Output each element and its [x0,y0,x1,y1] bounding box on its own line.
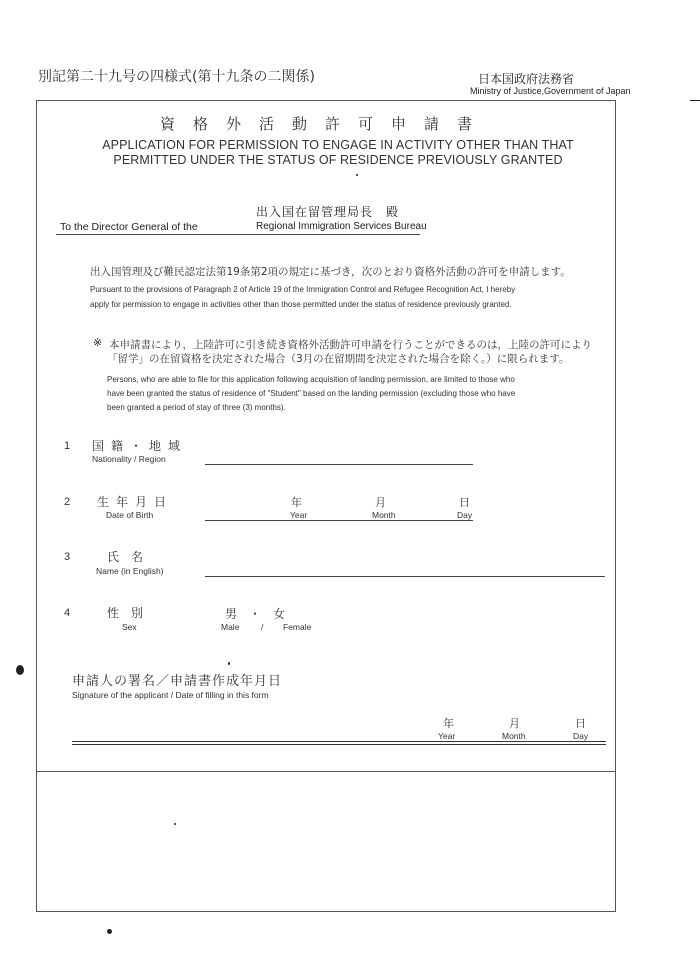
signature-day-en: Day [573,731,589,741]
field-number-2: 2 [64,496,71,508]
note-text-jp-line2: 「留学」の在留資格を決定された場合（3月の在留期間を決定された場合を除く。）に限られます。 [107,353,570,365]
field-number-3: 3 [64,551,71,563]
form-title-en-line1: APPLICATION FOR PERMISSION TO ENGAGE IN ACTIVITY OTHER THAN THAT [102,138,574,152]
signature-input-line[interactable] [72,741,606,745]
signature-year-en: Year [438,731,456,741]
dob-input-line[interactable] [205,520,473,521]
note-text-en-line2: have been granted the status of residence of "Student" based on the landing permission (excluding those who have [107,389,516,398]
nationality-label-en: Nationality / Region [92,454,166,464]
signature-label-en: Signature of the applicant / Date of filling in this form [72,690,269,700]
note-text-jp-line1: 本申請書により，上陸許可に引き続き資格外活動許可申請を行うことができるのは，上陸の許可により [109,339,592,351]
scan-speck-left [16,665,24,675]
form-title-en-line2: PERMITTED UNDER THE STATUS OF RESIDENCE PREVIOUSLY GRANTED [113,153,563,167]
signature-month-en: Month [502,731,526,741]
form-identifier: 別記第二十九号の四様式(第十九条の二関係) [38,69,315,85]
note-mark: ※ [93,336,103,349]
dob-year-jp: 年 [291,496,302,509]
scan-speck-lower [174,823,176,825]
addressee-jp: 出入国在留管理局長 殿 [256,205,400,219]
pursuant-text-en-line2: apply for permission to engage in activities other than those permitted under the status of residence previously granted. [90,300,512,309]
addressee-prefix-en: To the Director General of the [60,221,198,233]
addressee-underline [56,234,420,235]
dob-year-en: Year [290,510,308,520]
nationality-input-line[interactable] [205,464,473,465]
ministry-name-jp: 日本国政府法務省 [478,72,575,86]
scan-speck-title [356,174,358,176]
signature-year-jp: 年 [443,717,454,730]
pursuant-text-jp: 出入国管理及び難民認定法第19条第2項の規定に基づき，次のとおり資格外活動の許可を申請します。 [90,266,571,278]
field-number-1: 1 [64,440,71,452]
nationality-label-jp: 国籍・地域 [92,439,188,453]
dob-label-en: Date of Birth [106,510,154,520]
dob-label-jp: 生年月日 [97,495,174,509]
form-title-jp: 資格外活動許可申請書 [159,115,490,133]
form-section-divider [36,771,615,772]
sex-option-male[interactable]: Male [221,622,240,632]
signature-day-jp: 日 [575,717,586,730]
sex-option-separator: / [261,622,264,632]
name-label-jp: 氏 名 [107,550,144,564]
name-label-en: Name (in English) [96,566,164,576]
note-text-en-line1: Persons, who are able to file for this application following acquisition of landing permission, are limited to those who [107,375,515,384]
sex-options-jp[interactable]: 男 ・ 女 [225,607,286,621]
ministry-name-en: Ministry of Justice,Government of Japan [470,86,631,96]
dob-month-jp: 月 [375,496,386,509]
note-text-en-line3: been granted a period of stay of three (3) months). [107,403,286,412]
sex-option-female[interactable]: Female [283,622,312,632]
signature-month-jp: 月 [509,717,520,730]
name-input-line[interactable] [205,576,605,577]
addressee-bureau-en: Regional Immigration Services Bureau [256,221,427,232]
sex-label-jp: 性 別 [107,606,144,620]
dob-month-en: Month [372,510,396,520]
scan-speck-signature [228,662,230,665]
scan-speck-bottom [107,929,112,934]
pursuant-text-en-line1: Pursuant to the provisions of Paragraph 2 of Article 19 of the Immigration Control and Refugee Recognition Act, I hereby [90,285,516,294]
signature-label-jp: 申請人の署名／申請書作成年月日 [72,674,283,689]
dob-day-jp: 日 [459,496,470,509]
scan-mark-right [690,100,700,101]
sex-label-en: Sex [122,622,137,632]
dob-day-en: Day [457,510,473,520]
field-number-4: 4 [64,607,71,619]
